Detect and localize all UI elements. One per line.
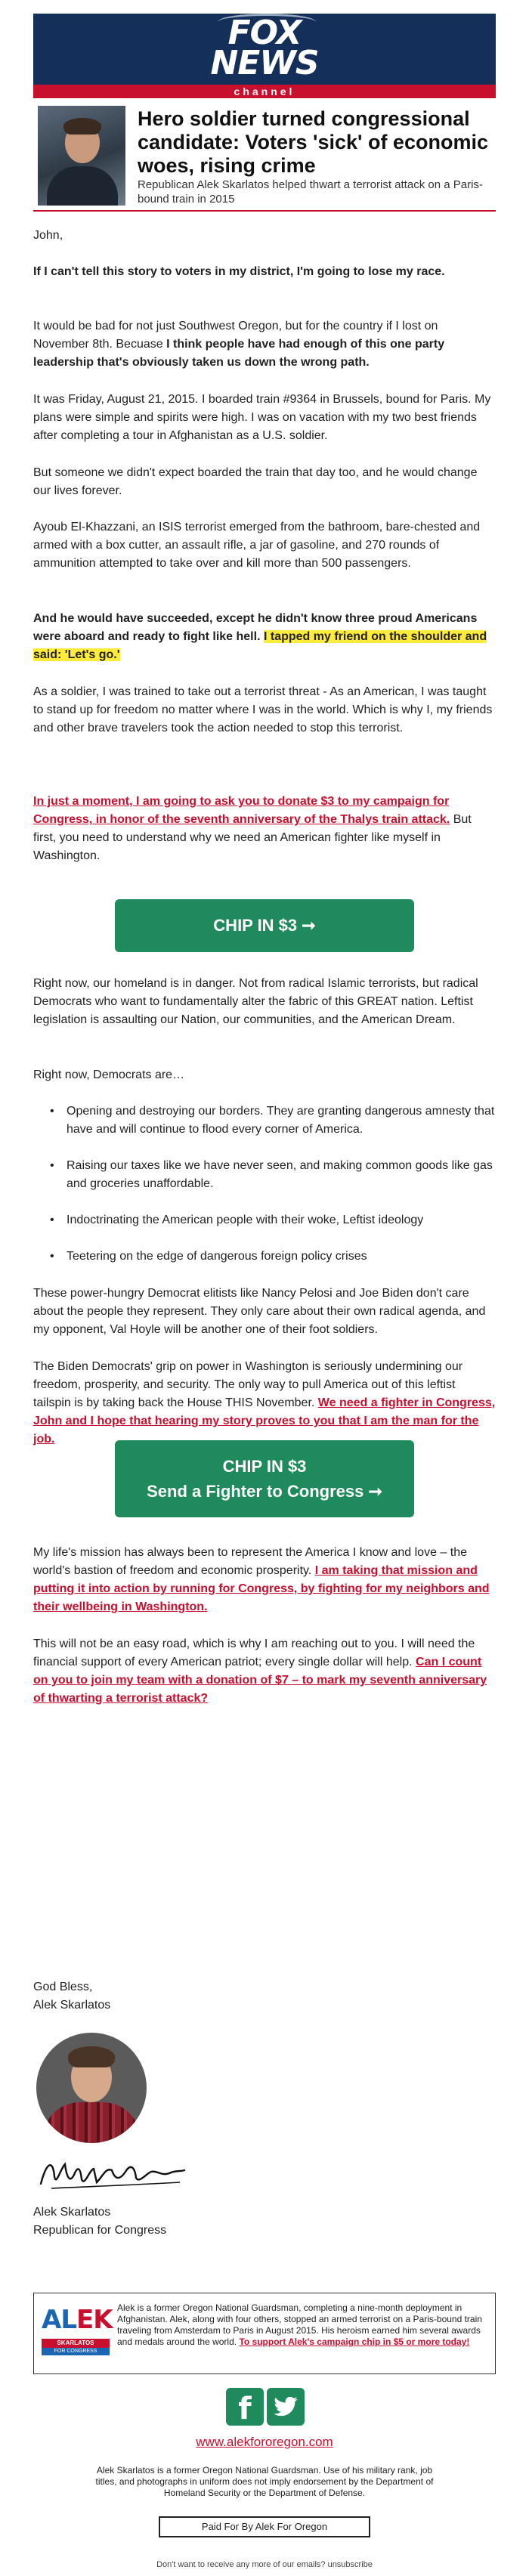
twitter-icon[interactable] [267, 2388, 305, 2426]
list-item: • Indoctrinating the American people with their woke, Leftist ideology [33, 1211, 496, 1229]
paragraph-4: But someone we didn't expect boarded the train that day too, and he would change our lives forever. [33, 466, 478, 497]
send-fighter-button[interactable]: CHIP IN $3 Send a Fighter to Congress ➞ [115, 1440, 414, 1517]
unsubscribe-link[interactable]: Don't want to receive any more of our emails? unsubscribe [156, 2560, 373, 2569]
avatar [36, 2033, 147, 2143]
list-item: • Opening and destroying our borders. They are granting dangerous amnesty that have and will continue to flood every corner of America. [33, 1102, 496, 1139]
donate-link-3[interactable]: I am taking that mission and putting it into action by running for Congress, by fighting for my neighbors and their wellbeing in Washington. [33, 1564, 490, 1613]
channel-banner: channel [33, 85, 496, 98]
about-alek-box [33, 2293, 496, 2374]
signature-title: Republican for Congress [33, 2224, 167, 2237]
facebook-icon[interactable]: f [226, 2388, 264, 2426]
paragraph-13: My life's mission has always been to represent the America I know and love – the world's bastion of freedom and economic prosperity. I am taking that mission and putting it into action by running for Congress, by fighting for my neighbors and their wellbeing in Washington. [33, 1546, 490, 1613]
paragraph-7: As a soldier, I was trained to take out a terrorist threat - As an American, I was taught to stand up for freedom no matter where I was in the world. Which is why I, my friends and other brave travelers took the action needed to stop this terrorist. [33, 685, 493, 734]
donate-link-2[interactable]: We need a fighter in Congress, John and I hope that hearing my story proves to you that I am the man for the job. [33, 1396, 496, 1446]
highlighted-quote: I tapped my friend on the shoulder and said: 'Let's go.' [33, 630, 487, 661]
fox-news-logo: FOX NEWS [210, 14, 319, 82]
candidate-photo [38, 106, 125, 206]
fox-news-header [33, 14, 496, 98]
donate-link-4[interactable]: Can I count on you to join my team with a donation of $7 – to mark my seventh anniversary of thwarting a terrorist attack? [33, 1656, 487, 1705]
support-campaign-link[interactable]: To support Alek's campaign chip in $5 or more today! [239, 2336, 470, 2347]
military-disclaimer: Alek Skarlatos is a former Oregon National Guardsman. Use of his military rank, job titles, and photographs in uniform does not imply endorsement by the Department of Homeland Security or the Department of Defense. [95, 2465, 434, 2498]
story-headline[interactable]: Hero soldier turned congressional candidate: Voters 'sick' of economic woes, rising crime [138, 107, 488, 177]
paragraph-1: If I can't tell this story to voters in my district, I'm going to lose my race. [33, 265, 445, 278]
paragraph-2: It would be bad for not just Southwest Oregon, but for the country if I lost on November 8th. Becuase I think people have had enough of this one party leadership that's obviously taken us down the wrong path. [33, 320, 445, 369]
alek-campaign-logo: ALEK SKARLATOS FOR CONGRESS [42, 2305, 113, 2354]
paragraph-6: And he would have succeeded, except he didn't know three proud Americans were aboard and ready to fight like hell. I tapped my friend on the shoulder and said: 'Let's go.' [33, 612, 487, 661]
closing-name: Alek Skarlatos [33, 1999, 111, 2012]
list-item: • Raising our taxes like we have never seen, and making common goods like gas and groceries unaffordable. [33, 1157, 496, 1193]
paragraph-12: The Biden Democrats' grip on power in Washington is seriously undermining our freedom, prosperity, and security. The only way to pull America out of this leftist tailspin is by taking back the House THIS November. We need a fighter in Congress, John and I hope that hearing my story proves to you that I am the man for the job. [33, 1360, 496, 1446]
chip-in-button[interactable]: CHIP IN $3 ➞ [115, 899, 414, 952]
donate-link-1[interactable]: In just a moment, I am going to ask you to donate $3 to my campaign for Congress, in honor of the seventh anniversary of the Thalys train attack. [33, 795, 450, 826]
greeting: John, [33, 229, 63, 242]
candidate-bio: Alek is a former Oregon National Guardsman, completing a nine-month deployment in Afghanistan. Alek, along with four others, stopped an armed terrorist on a Paris-bound train traveling from Amsterdam to Paris in August 2015. His heroism earned him several awards and medals around the world. To support Alek's campaign chip in $5 or more today! [117, 2302, 482, 2347]
paragraph-11: These power-hungry Democrat elitists like Nancy Pelosi and Joe Biden don't care about the people they represent. They only care about their own radical agenda, and my opponent, Val Hoyle will be another one of their foot soldiers. [33, 1287, 486, 1336]
paragraph-3: It was Friday, August 21, 2015. I boarded train #9364 in Brussels, bound for Paris. My plans were simple and spirits were high. I was on vacation with my two best friends after completing a tour in Afghanistan as a U.S. soldier. [33, 393, 491, 442]
paragraph-8: In just a moment, I am going to ask you to donate $3 to my campaign for Congress, in honor of the seventh anniversary of the Thalys train attack. But first, you need to understand why we need an American fighter like myself in Washington. [33, 795, 472, 862]
paragraph-9: Right now, our homeland is in danger. Not from radical Islamic terrorists, but radical Democrats who want to fundamentally alter the fabric of this GREAT nation. Leftist legislation is assaulting our Nation, our communities, and the American Dream. [33, 977, 478, 1026]
news-story-card[interactable] [33, 98, 496, 212]
list-item: • Teetering on the edge of dangerous foreign policy crises [33, 1248, 496, 1266]
story-subheadline: Republican Alek Skarlatos helped thwart a terrorist attack on a Paris-bound train in 2015 [138, 178, 483, 206]
website-link[interactable]: www.alekfororegon.com [196, 2435, 333, 2449]
handwritten-signature [36, 2154, 187, 2196]
paragraph-5: Ayoub El-Khazzani, an ISIS terrorist emerged from the bathroom, bare-chested and armed with a box cutter, an assault rifle, a jar of gasoline, and 270 rounds of ammunition attempted to take over and kill more than 500 passengers. [33, 521, 481, 570]
signature-name: Alek Skarlatos [33, 2206, 111, 2219]
paragraph-14: This will not be an easy road, which is why I am reaching out to you. I will need the financial support of every American patriot; every single dollar will help. Can I count on you to join my team with a donation of $7 – to mark my seventh anniversary of thwarting a terrorist attack? [33, 1637, 487, 1705]
paid-for-box: Paid For By Alek For Oregon [159, 2516, 370, 2537]
paragraph-10: Right now, Democrats are… [33, 1068, 185, 1081]
closing-line: God Bless, [33, 1981, 93, 1993]
